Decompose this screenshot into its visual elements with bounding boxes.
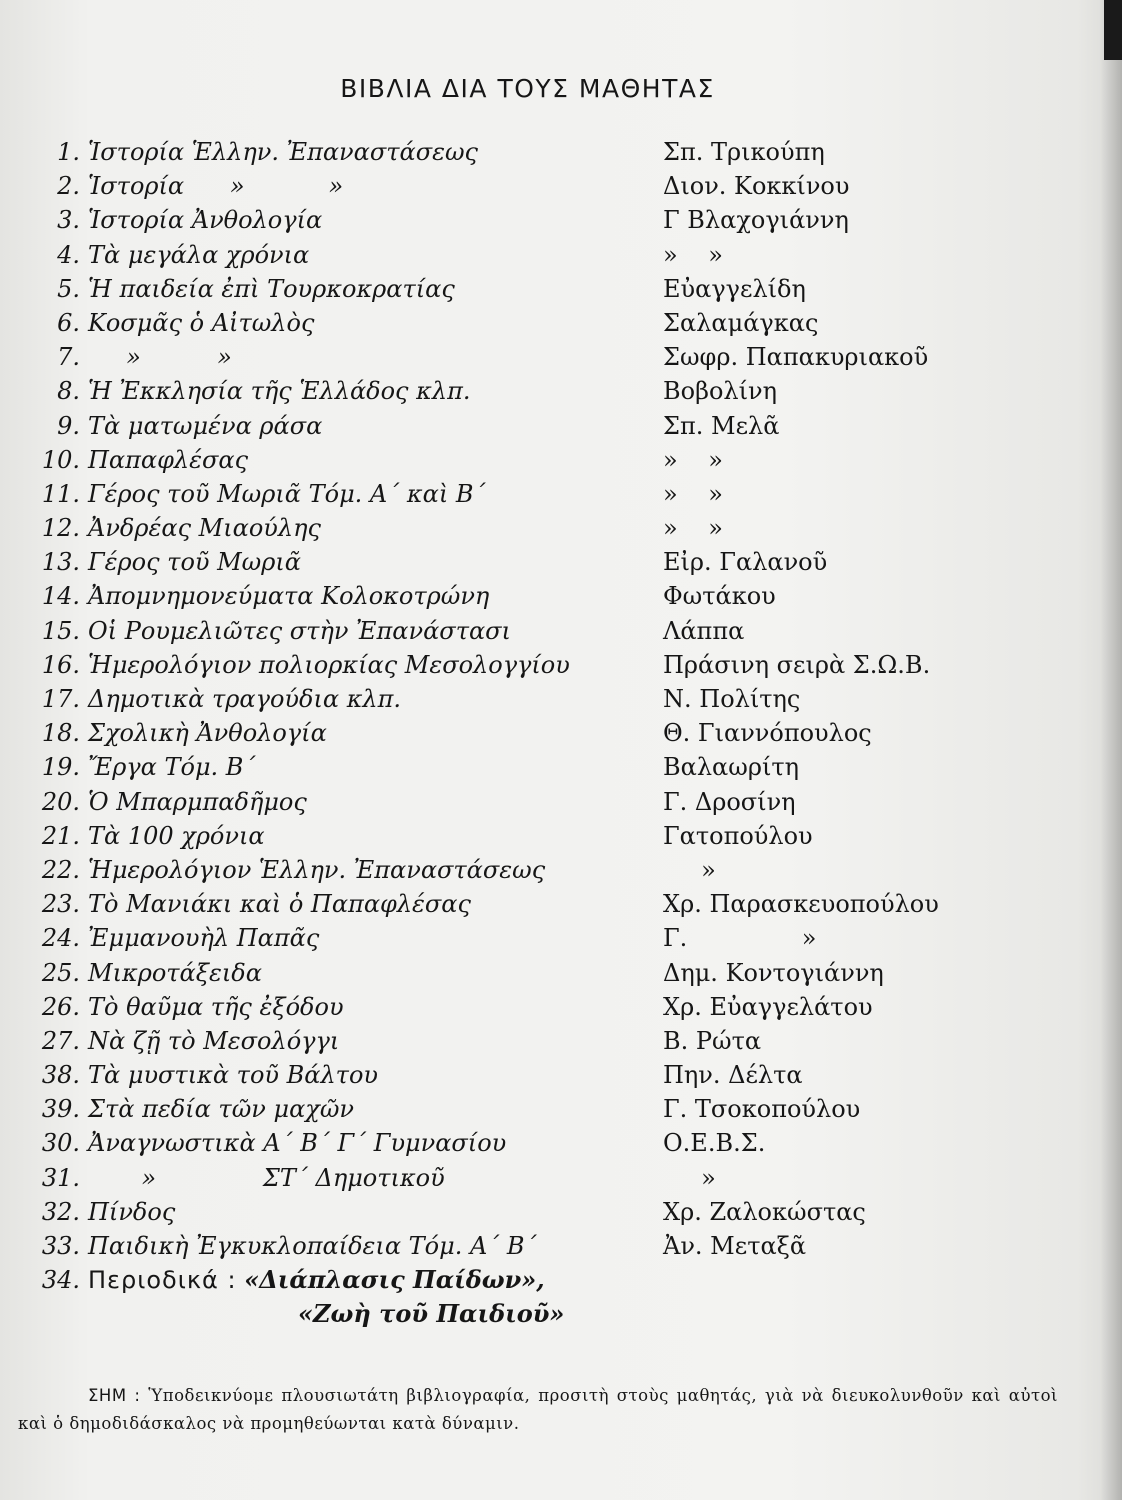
book-title: » » xyxy=(88,343,232,372)
book-row xyxy=(18,203,1078,237)
book-title: Ἀνδρέας Μιαούλης xyxy=(88,514,321,543)
book-number: 18. xyxy=(41,719,80,748)
book-title: Ἡμερολόγιον Ἑλλην. Ἐπαναστάσεως xyxy=(88,855,546,884)
book-row xyxy=(18,990,1078,1024)
book-number: 19. xyxy=(41,753,80,782)
book-number: 12. xyxy=(41,514,80,543)
book-author: Γατοπούλου xyxy=(663,821,813,850)
book-row xyxy=(18,1092,1078,1126)
book-number: 23. xyxy=(41,890,80,919)
book-title: Γέρος τοῦ Μωριᾶ xyxy=(88,548,301,577)
book-number: 13. xyxy=(41,548,80,577)
book-number: 8. xyxy=(57,377,80,406)
book-author: Δημ. Κοντογιάννη xyxy=(663,958,884,987)
book-number: 33. xyxy=(41,1232,80,1260)
book-title: Τὰ 100 χρόνια xyxy=(88,821,265,850)
book-title: Δημοτικὰ τραγούδια κλπ. xyxy=(88,685,402,713)
book-number: 1. xyxy=(57,138,80,166)
book-number: 7. xyxy=(57,343,80,372)
book-number: 20. xyxy=(41,787,80,816)
book-author: Γ. Τσοκοπούλου xyxy=(663,1095,861,1124)
book-number: 6. xyxy=(57,308,80,337)
page-title: ΒΙΒΛΙΑ ΔΙΑ ΤΟΥΣ ΜΑΘΗΤΑΣ xyxy=(340,74,715,103)
book-author: » » xyxy=(663,240,723,269)
book-title: Ἡ Ἐκκλησία τῆς Ἑλλάδος κλπ. xyxy=(88,377,471,406)
book-author: Βοβολίνη xyxy=(663,377,777,406)
book-number: 39. xyxy=(41,1095,80,1124)
periodical-2: «Ζωὴ τοῦ Παιδιοῦ» xyxy=(298,1299,565,1329)
book-author: Γ Βλαχογιάννη xyxy=(663,206,849,235)
book-row-periodicals xyxy=(18,1263,1078,1297)
book-number: 9. xyxy=(57,411,80,440)
book-row xyxy=(18,785,1078,819)
book-author: » xyxy=(663,855,716,884)
book-number: 31. xyxy=(41,1163,80,1192)
book-author: Χρ. Εὐαγγελάτου xyxy=(663,992,873,1021)
book-number: 25. xyxy=(41,958,80,987)
book-row xyxy=(18,545,1078,579)
book-row xyxy=(18,614,1078,648)
book-number: 4. xyxy=(57,240,80,269)
book-number: 2. xyxy=(57,172,80,201)
book-author: » xyxy=(663,1163,716,1192)
book-author: Εὐαγγελίδη xyxy=(663,274,806,303)
book-number: 17. xyxy=(41,685,80,713)
book-title: Ἱστορία Ἀνθολογία xyxy=(88,206,323,235)
book-title: Ἱστορία » » xyxy=(88,172,344,201)
book-author: Εἰρ. Γαλανοῦ xyxy=(663,548,828,577)
book-row xyxy=(18,374,1078,408)
book-number: 14. xyxy=(41,582,80,611)
book-row xyxy=(18,1195,1078,1229)
book-author: Χρ. Παρασκευοπούλου xyxy=(663,890,939,919)
book-title: Νὰ ζῇ τὸ Μεσολόγγι xyxy=(88,1026,340,1055)
periodical-1: «Διάπλασις Παίδων», xyxy=(244,1265,545,1295)
book-title: Μικροτάξειδα xyxy=(88,958,262,987)
book-author: » » xyxy=(663,445,723,474)
book-title: Ὁ Μπαρμπαδῆμος xyxy=(88,787,307,816)
book-title: Ἐμμανουὴλ Παπᾶς xyxy=(88,924,320,953)
book-row xyxy=(18,1126,1078,1160)
book-row xyxy=(18,579,1078,613)
book-number: 16. xyxy=(41,650,80,679)
book-title: Τὸ θαῦμα τῆς ἐξόδου xyxy=(88,992,344,1021)
book-list xyxy=(18,135,1078,1333)
book-author: Γ. » xyxy=(663,924,817,953)
book-author: » » xyxy=(663,479,723,508)
book-author: Γ. Δροσίνη xyxy=(663,787,796,816)
book-title: Ἔργα Τόμ. Β΄ xyxy=(88,753,256,782)
book-number: 3. xyxy=(57,206,80,235)
book-number: 11. xyxy=(41,479,80,508)
book-row xyxy=(18,340,1078,374)
book-number: 22. xyxy=(41,855,80,884)
book-title: Παιδικὴ Ἐγκυκλοπαίδεια Τόμ. Α΄ Β΄ xyxy=(88,1232,537,1260)
book-title: Γέρος τοῦ Μωριᾶ Τόμ. Α΄ καὶ Β΄ xyxy=(88,479,486,508)
book-row xyxy=(18,716,1078,750)
book-title: Ἱστορία Ἑλλην. Ἐπαναστάσεως xyxy=(88,138,478,166)
book-number: 38. xyxy=(41,1061,80,1090)
book-number: 24. xyxy=(41,924,80,953)
book-row xyxy=(18,511,1078,545)
book-title: Ἀπομνημονεύματα Κολοκοτρώνη xyxy=(88,582,490,611)
book-title: Οἱ Ρουμελιῶτες στὴν Ἐπανάστασι xyxy=(88,616,511,645)
book-row xyxy=(18,956,1078,990)
book-row xyxy=(18,135,1078,169)
book-title: Ἀναγνωστικὰ Α΄ Β΄ Γ΄ Γυμνασίου xyxy=(88,1129,507,1158)
book-row xyxy=(18,921,1078,955)
book-number: 30. xyxy=(41,1129,80,1158)
book-number: 27. xyxy=(41,1026,80,1055)
book-title: Τὰ μεγάλα χρόνια xyxy=(88,240,310,269)
footnote-label: ΣΗΜ : xyxy=(88,1386,141,1405)
book-author: Φωτάκου xyxy=(663,582,776,611)
book-title: Τὰ μυστικὰ τοῦ Βάλτου xyxy=(88,1061,378,1090)
book-author: Σπ. Μελᾶ xyxy=(663,411,780,440)
footnote-text: Ὑποδεικνύομε πλουσιωτάτη βιβλιογραφία, προσιτὴ στοὺς μαθητάς, γιὰ νὰ διευκολυνθοῦν καὶ αὐτοὶ καὶ ὁ δημοδιδάσκαλος νὰ προμηθεύωνται κατὰ δύναμιν. xyxy=(18,1386,1059,1433)
book-author: Σπ. Τρικούπη xyxy=(663,138,825,166)
book-title: Τὸ Μανιάκι καὶ ὁ Παπαφλέσας xyxy=(88,890,471,919)
book-row xyxy=(18,750,1078,784)
book-title: Σχολικὴ Ἀνθολογία xyxy=(88,719,327,748)
book-title: Στὰ πεδία τῶν μαχῶν xyxy=(88,1095,355,1124)
book-title: » ΣΤ΄ Δημοτικοῦ xyxy=(88,1163,445,1192)
book-author: Πην. Δέλτα xyxy=(663,1061,803,1090)
book-number: 5. xyxy=(57,274,80,303)
book-row xyxy=(18,1229,1078,1263)
book-row xyxy=(18,682,1078,716)
book-number: 15. xyxy=(41,616,80,645)
book-title: Πίνδος xyxy=(88,1197,176,1226)
book-author: Ν. Πολίτης xyxy=(663,685,801,713)
book-title: Παπαφλέσας xyxy=(88,445,249,474)
book-author: Βαλαωρίτη xyxy=(663,753,800,782)
book-title: Ἡμερολόγιον πολιορκίας Μεσολογγίου xyxy=(88,650,570,679)
book-title: Τὰ ματωμένα ράσα xyxy=(88,411,323,440)
book-row xyxy=(18,853,1078,887)
book-row xyxy=(18,477,1078,511)
book-title: Ἡ παιδεία ἐπὶ Τουρκοκρατίας xyxy=(88,274,455,303)
book-row xyxy=(18,887,1078,921)
book-author: Χρ. Ζαλοκώστας xyxy=(663,1197,866,1226)
book-author: Ο.Ε.Β.Σ. xyxy=(663,1129,766,1158)
book-row xyxy=(18,409,1078,443)
book-row xyxy=(18,443,1078,477)
book-row xyxy=(18,1058,1078,1092)
book-row xyxy=(18,1161,1078,1195)
book-row xyxy=(18,169,1078,203)
book-title: Κοσμᾶς ὁ Αἰτωλὸς xyxy=(88,308,315,337)
book-author: Διον. Κοκκίνου xyxy=(663,172,850,201)
book-row xyxy=(18,238,1078,272)
book-author: Θ. Γιαννόπουλος xyxy=(663,719,872,748)
book-author: Πράσινη σειρὰ Σ.Ω.Β. xyxy=(663,650,931,679)
book-author: Λάππα xyxy=(663,616,745,645)
book-author: Σωφρ. Παπακυριακοῦ xyxy=(663,343,929,372)
book-number: 32. xyxy=(41,1197,80,1226)
book-number: 21. xyxy=(41,821,80,850)
book-author: » » xyxy=(663,514,723,543)
book-row xyxy=(18,272,1078,306)
book-title xyxy=(88,1263,658,1297)
page-corner-shadow xyxy=(1104,0,1122,60)
book-row xyxy=(18,648,1078,682)
book-row xyxy=(18,819,1078,853)
book-author: Ἀν. Μεταξᾶ xyxy=(663,1232,807,1260)
book-number: 10. xyxy=(41,445,80,474)
book-row xyxy=(18,1024,1078,1058)
book-number: 26. xyxy=(41,992,80,1021)
book-author: Β. Ρώτα xyxy=(663,1026,762,1055)
book-number: 34. xyxy=(41,1266,80,1295)
periodicals-prefix: Περιοδικά : xyxy=(88,1266,237,1295)
book-row xyxy=(18,306,1078,340)
book-author: Σαλαμάγκας xyxy=(663,308,819,337)
page-edge-shadow xyxy=(1100,0,1122,1500)
book-row-periodicals-cont xyxy=(18,1297,1078,1333)
footnote xyxy=(18,1382,1058,1438)
